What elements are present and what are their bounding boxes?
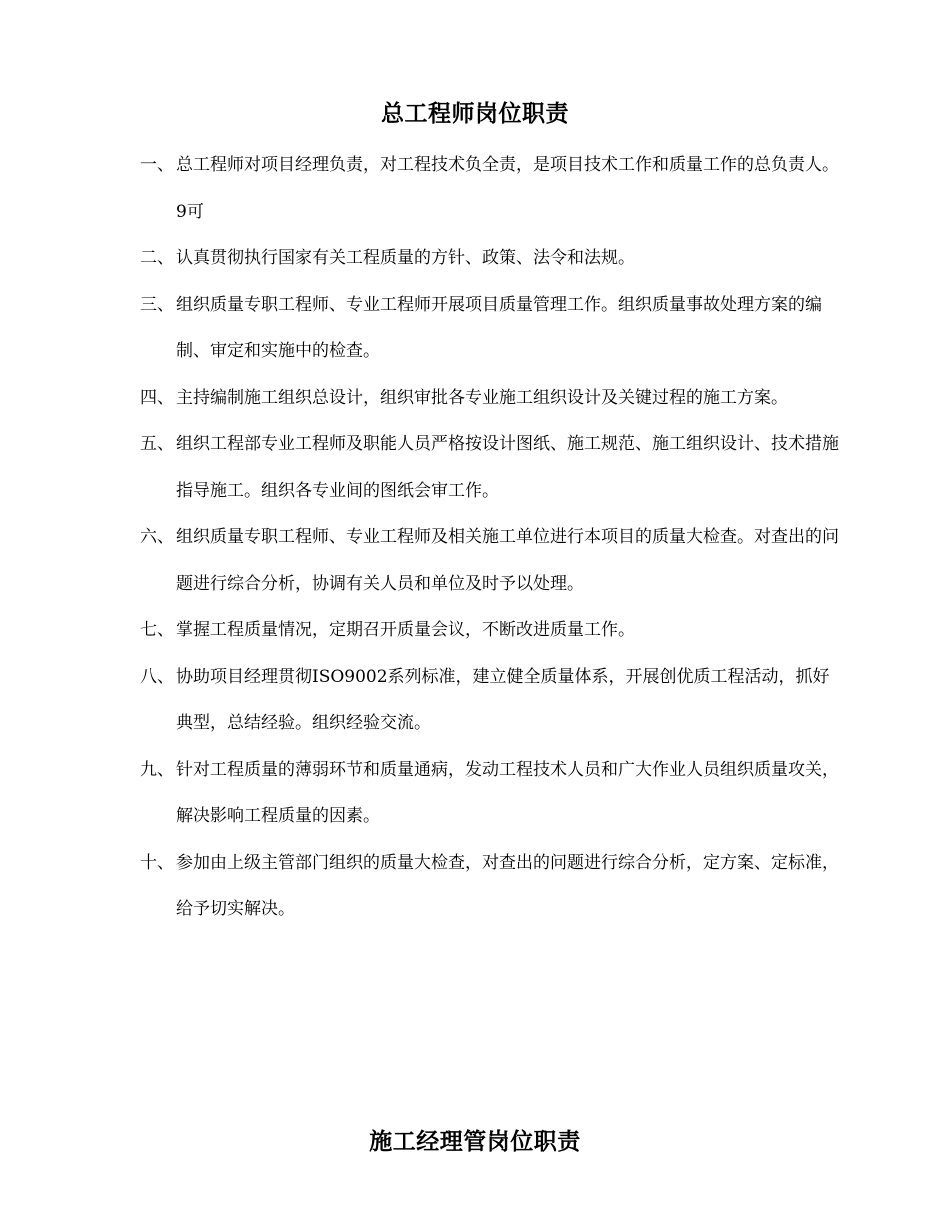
- duty-number: 十、: [140, 852, 174, 873]
- duty-number: 九、: [140, 759, 174, 780]
- duty-item: [140, 375, 840, 422]
- duty-number: 三、: [140, 294, 174, 315]
- duty-item: [140, 747, 840, 840]
- duty-text: 参加由上级主管部门组织的质量大检查，对查出的问题进行综合分析，定方案、定标准，给予切实解决。: [176, 852, 839, 919]
- duty-number: 四、: [140, 387, 174, 408]
- duty-text: 组织质量专职工程师、专业工程师及相关施工单位进行本项目的质量大检查。对查出的问题进行综合分析，协调有关人员和单位及时予以处理。: [176, 527, 839, 594]
- duty-item: [140, 282, 840, 375]
- duty-number: 八、: [140, 666, 174, 687]
- duty-item: [140, 840, 840, 933]
- duty-number: 二、: [140, 248, 174, 268]
- duty-number: 六、: [140, 527, 174, 547]
- duty-number: 五、: [140, 434, 174, 454]
- duty-text: 协助项目经理贯彻ISO9002系列标准，建立健全质量体系，开展创优质工程活动，抓好典型，总结经验。组织经验交流。: [176, 666, 830, 733]
- duty-item: [140, 421, 840, 514]
- duty-item: [140, 235, 840, 282]
- duty-text: 主持编制施工组织总设计，组织审批各专业施工组织设计及关键过程的施工方案。: [176, 387, 788, 408]
- duty-text: 认真贯彻执行国家有关工程质量的方针、政策、法令和法规。: [176, 248, 635, 268]
- document-title: 总工程师岗位职责: [381, 101, 569, 127]
- duty-text: 掌握工程质量情况，定期召开质量会议，不断改进质量工作。: [176, 620, 635, 640]
- next-section-title: 施工经理管岗位职责: [369, 1129, 581, 1155]
- duty-item: [140, 607, 840, 654]
- duty-item: [140, 142, 840, 235]
- duty-text: 针对工程质量的薄弱环节和质量通病，发动工程技术人员和广大作业人员组织质量攻关，解决影响工程质量的因素。: [176, 759, 839, 826]
- duty-item: [140, 514, 840, 607]
- duty-item: [140, 654, 840, 747]
- duty-number: 七、: [140, 620, 174, 640]
- duty-text: 总工程师对项目经理负责，对工程技术负全责，是项目技术工作和质量工作的总负责人。9可: [176, 155, 839, 222]
- duty-list: [140, 142, 840, 933]
- duty-text: 组织工程部专业工程师及职能人员严格按设计图纸、施工规范、施工组织设计、技术措施指导施工。组织各专业间的图纸会审工作。: [176, 434, 839, 501]
- duty-text: 组织质量专职工程师、专业工程师开展项目质量管理工作。组织质量事故处理方案的编制、审定和实施中的检查。: [176, 294, 822, 361]
- duty-number: 一、: [140, 155, 174, 175]
